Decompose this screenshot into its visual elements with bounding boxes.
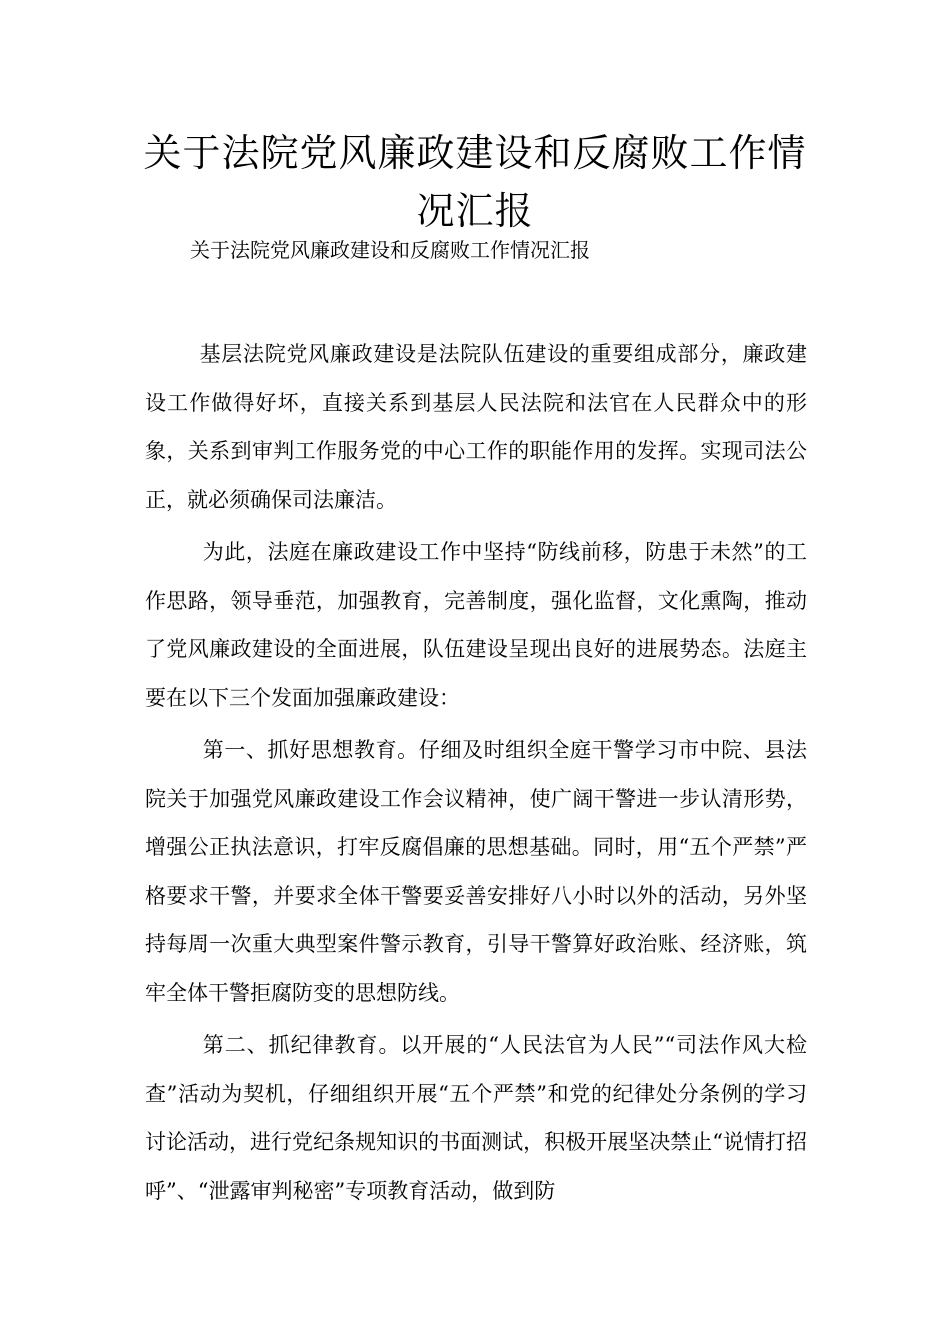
paragraph-intro: 基层法院党风廉政建设是法院队伍建设的重要组成部分，廉政建设工作做得好坏，直接关系到基层人民法院和法官在人民群众中的形象，关系到审判工作服务党的中心工作的职能作用的发挥。实现司法公正，就必须确保司法廉洁。 [145,342,807,512]
paragraph-approach: 为此，法庭在廉政建设工作中坚持“防线前移，防患于未然”的工作思路，领导垂范，加强教育，完善制度，强化监督，文化熏陶，推动了党风廉政建设的全面进展，队伍建设呈现出良好的进展势态。法庭主要在以下三个发面加强廉政建设： [145,540,807,710]
document-title: 关于法院党风廉政建设和反腐败工作情况汇报 [143,131,807,233]
paragraph-discipline-education: 第二、抓纪律教育。以开展的“人民法官为人民”“司法作风大检查”活动为契机，仔细组织开展“五个严禁”和党的纪律处分条例的学习讨论活动，进行党纪条规知识的书面测试，积极开展坚决禁止“说情打招呼”、“泄露审判秘密”专项教育活动，做到防 [145,1033,807,1203]
document-subtitle: 关于法院党风廉政建设和反腐败工作情况汇报 [190,238,590,262]
paragraph-ideological-education: 第一、抓好思想教育。仔细及时组织全庭干警学习市中院、县法院关于加强党风廉政建设工作会议精神，使广阔干警进一步认清形势，增强公正执法意识，打牢反腐倡廉的思想基础。同时，用“五个严禁”严格要求干警，并要求全体干警要妥善安排好八小时以外的活动，另外坚持每周一次重大典型案件警示教育，引导干警算好政治账、经济账，筑牢全体干警拒腐防变的思想防线。 [145,738,807,1005]
document-body [145,330,807,1215]
